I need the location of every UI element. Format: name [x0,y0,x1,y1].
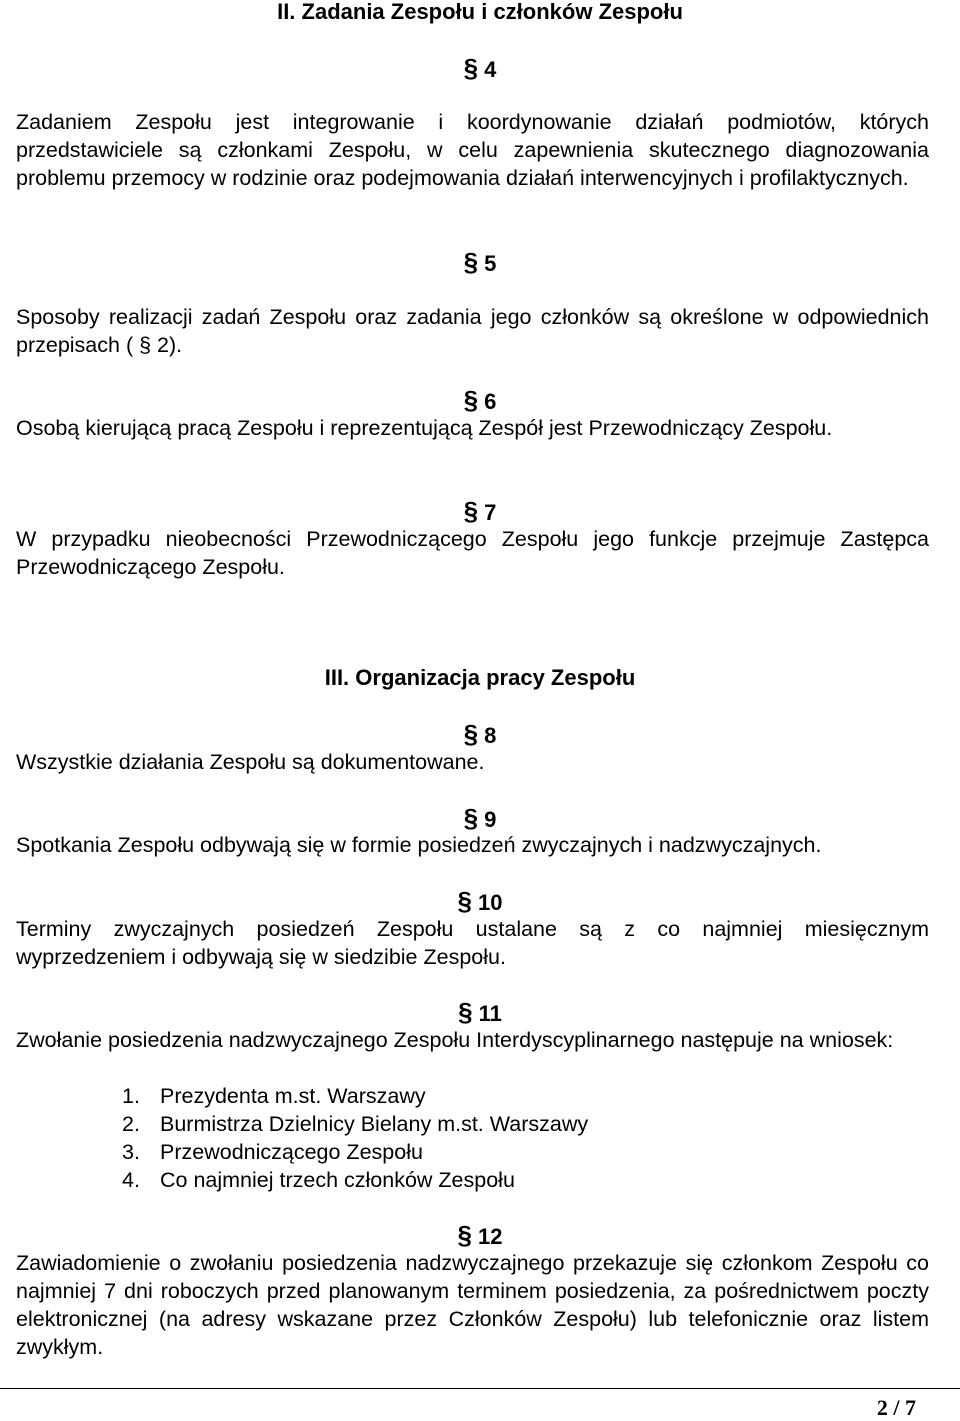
section-number: 5 [484,251,497,276]
list-item-number: 2. [122,1112,140,1136]
section-heading-7 [0,497,960,527]
list-item [122,1110,822,1138]
section-symbol: § [463,385,479,415]
section-heading-11 [0,998,960,1028]
section-heading-9 [0,804,960,834]
section-text-11: Zwołanie posiedzenia nadzwyczajnego Zespołu Interdyscyplinarnego następuje na wniosek: [16,1028,894,1052]
section-symbol: § [458,997,473,1027]
section-heading-6 [0,386,960,416]
section-symbol: § [463,719,479,749]
section-number: 6 [484,389,497,414]
section-number: 8 [484,723,497,748]
section-number: 11 [478,1001,502,1026]
section-symbol: § [457,886,472,916]
section-text-12: Zawiadomienie o zwołaniu posiedzenia nadzwyczajnego przekazuje się członkom Zespołu co najmniej 7 dni roboczych przed planowanym terminem posiedzenia, za pośrednictwem poczty elektronicznej (na adresy wskazane przez Członków Zespołu) lub telefonicznie oraz listem zwykłym. [16,1251,929,1359]
section-heading-4 [0,54,960,84]
section-number: 7 [484,500,497,525]
section-number: 9 [484,807,497,832]
list-item [122,1138,822,1166]
section-symbol-inline: § [139,333,152,357]
section-text-5 [16,303,929,359]
section-text-10: Terminy zwyczajnych posiedzeń Zespołu ustalane są z co najmniej miesięcznym wyprzedzeniem i odbywają się w siedzibie Zespołu. [16,917,929,969]
section-symbol: § [463,803,479,833]
list-item-text: Przewodniczącego Zespołu [160,1140,423,1164]
section-number: 4 [484,57,497,82]
section-number: 12 [478,1224,503,1249]
section-symbol: § [463,496,479,526]
list-item [122,1082,822,1110]
list-item-text: Prezydenta m.st. Warszawy [160,1084,426,1108]
list-item [122,1166,822,1194]
section-symbol: § [457,1220,472,1250]
list-item-number: 4. [122,1168,140,1192]
section-heading-8 [0,720,960,750]
list-item-number: 3. [122,1140,140,1164]
section-text-6: Osobą kierującą pracą Zespołu i reprezentującą Zespół jest Przewodniczący Zespołu. [16,416,833,440]
section-heading-5 [0,248,960,278]
chapter-heading-iii: III. Organizacja pracy Zespołu [324,665,636,690]
list-item-text: Burmistrza Dzielnicy Bielany m.st. Warszawy [160,1112,589,1136]
page-number: 2 / 7 [876,1395,916,1420]
section-symbol: § [463,247,479,277]
section-text-8: Wszystkie działania Zespołu są dokumentowane. [16,750,485,774]
section-heading-12 [0,1221,960,1251]
section-symbol: § [463,53,479,83]
section-heading-10 [0,887,960,917]
applicant-list [122,1082,822,1194]
section-text-5-part1: Sposoby realizacji zadań Zespołu oraz zadania jego członków są określone w odpowiednich przepisach ( [16,305,929,357]
list-item-number: 1. [122,1084,140,1108]
section-text-4: Zadaniem Zespołu jest integrowanie i koordynowanie działań podmiotów, których przedstawiciele są członkami Zespołu, w celu zapewnienia skutecznego diagnozowania problemu przemocy w rodzinie oraz podejmowania działań interwencyjnych i profilaktycznych. [16,110,929,190]
chapter-heading-ii: II. Zadania Zespołu i członków Zespołu [277,0,683,24]
section-number: 10 [478,890,503,915]
section-text-7: W przypadku nieobecności Przewodniczącego Zespołu jego funkcje przejmuje Zastępca Przewodniczącego Zespołu. [16,527,929,579]
section-text-5-part2: 2). [151,333,183,357]
list-item-text: Co najmniej trzech członków Zespołu [160,1168,515,1192]
section-text-9: Spotkania Zespołu odbywają się w formie posiedzeń zwyczajnych i nadzwyczajnych. [16,833,822,857]
footer-divider [0,1388,960,1389]
